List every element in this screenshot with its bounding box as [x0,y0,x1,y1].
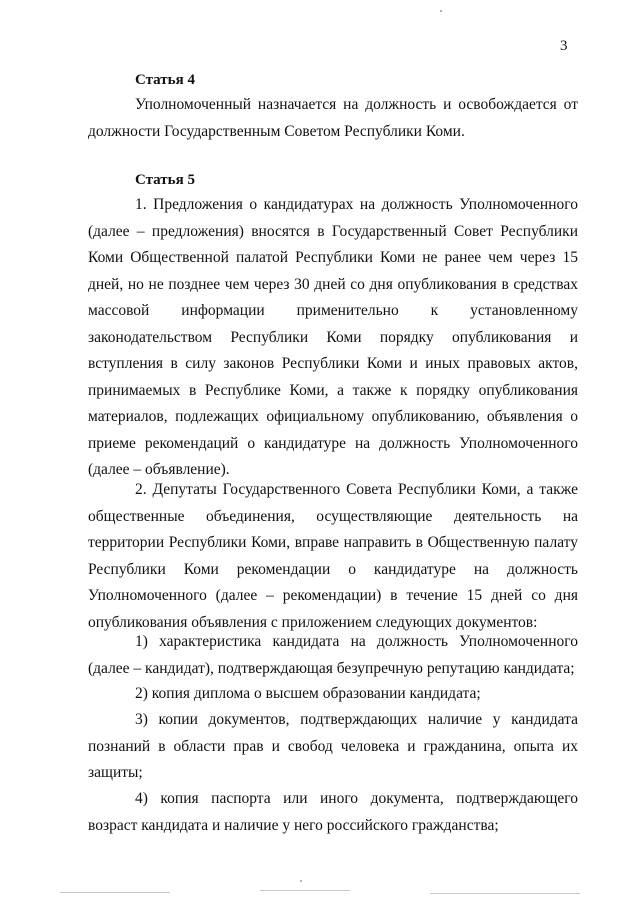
article-5-paragraph-2: 2. Депутаты Государственного Совета Республики Коми, а также общественные объединения, осуществляющие деятельность на территории Республики Коми, вправе направить в Общественную палату Республики Коми рекомендации о кандидатуре на должность Уполномоченного (далее – рекомендации) в течение 15 дней со дня опубликования объявления с приложением следующих документов: [88,481,578,631]
scan-smudge [300,880,302,882]
scan-smudge [440,10,442,12]
document-list-item-1: 1) характеристика кандидата на должность Уполномоченного (далее – кандидат), подтверждающая безупречную репутацию кандидата; [88,633,578,677]
article-4-title: Статья 4 [135,72,195,88]
document-list-item-2: 2) копия диплома о высшем образовании кандидата; [135,685,481,702]
article-5-paragraph-1: 1. Предложения о кандидатурах на должность Уполномоченного (далее – предложения) вносятся в Государственный Совет Республики Коми Общественной палатой Республики Коми не ранее чем через 15 дней, но не позднее чем через 30 дней со дня опубликования в средствах массовой информации применительно к установленному законодательством Республики Коми порядку опубликования и вступления в силу законов Республики Коми и иных правовых актов, принимаемых в Республике Коми, а также к порядку опубликования материалов, подлежащих официальному опубликованию, объявления о приеме рекомендаций о кандидатуре на должность Уполномоченного (далее – объявление). [88,196,578,478]
document-list-item-4: 4) копия паспорта или иного документа, подтверждающего возраст кандидата и наличие у него российского гражданства; [88,790,578,834]
scan-edge-line [430,893,580,894]
page-number: 3 [560,38,568,54]
article-5-title: Статья 5 [135,172,195,188]
scan-edge-line [260,890,350,891]
scan-edge-line [60,892,170,893]
article-4-paragraph: Уполномоченный назначается на должность и освобождается от должности Государственным Советом Республики Коми. [88,96,578,140]
document-list-item-3: 3) копии документов, подтверждающих наличие у кандидата познаний в области прав и свобод человека и гражданина, опыта их защиты; [88,711,578,781]
